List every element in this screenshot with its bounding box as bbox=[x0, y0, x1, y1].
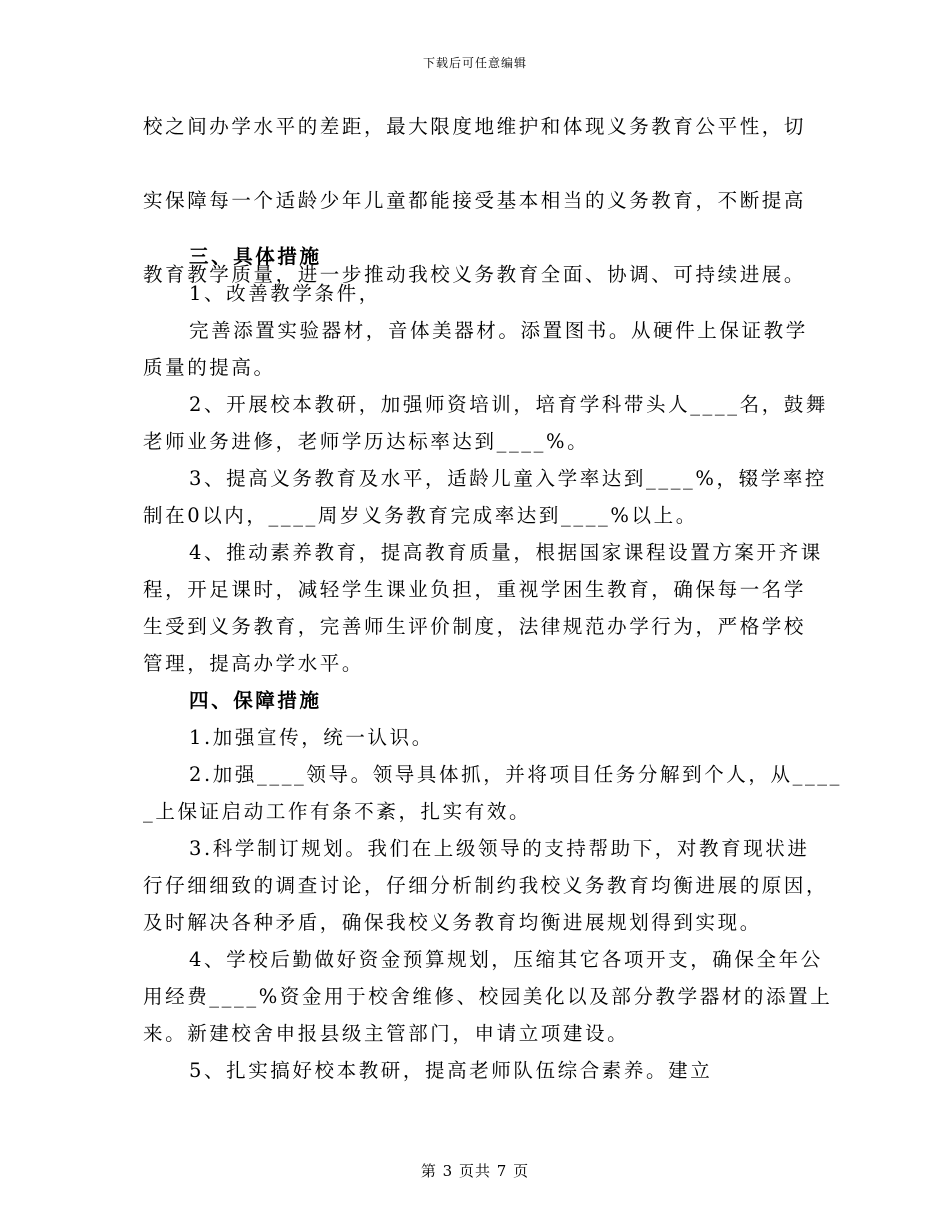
body-line: 行仔细细致的调查讨论，仔细分析制约我校义务教育均衡进展的原因， bbox=[143, 874, 829, 897]
body-line: 完善添置实验器材，音体美器材。添置图书。从硬件上保证教学 bbox=[189, 319, 808, 342]
page-footer: 第 3 页共 7 页 bbox=[420, 1162, 530, 1180]
body-line: 实保障每一个适龄少年儿童都能接受基本相当的义务教育，不断提高 bbox=[143, 189, 807, 212]
body-line: 教育教学质量，进一步推动我校义务教育全面、协调、可持续进展。 bbox=[143, 263, 807, 286]
body-line: 2、开展校本教研，加强师资培训，培育学科带头人____名，鼓舞 bbox=[189, 393, 829, 416]
body-line: 3.科学制订规划。我们在上级领导的支持帮助下，对教育现状进 bbox=[189, 837, 810, 860]
body-line: 2.加强____领导。领导具体抓，并将项目任务分解到个人，从____ bbox=[189, 763, 843, 786]
body-line: 5、扎实搞好校本教研，提高老师队伍综合素养。建立 bbox=[189, 1059, 713, 1082]
body-line: 管理，提高办学水平。 bbox=[143, 652, 365, 675]
document-body-main bbox=[143, 238, 843, 1089]
body-line: 制在0以内，____周岁义务教育完成率达到____%以上。 bbox=[143, 504, 698, 527]
body-line: 校之间办学水平的差距，最大限度地维护和体现义务教育公平性，切 bbox=[143, 115, 807, 138]
body-line: 4、推动素养教育，提高教育质量，根据国家课程设置方案开齐课 bbox=[189, 541, 823, 564]
section-heading: 三、具体措施 bbox=[189, 245, 322, 268]
body-line: 1.加强宣传，统一认识。 bbox=[189, 726, 434, 749]
body-line: 用经费____%资金用于校舍维修、校园美化以及部分教学器材的添置上 bbox=[143, 985, 833, 1008]
body-line: 生受到义务教育，完善师生评价制度，法律规范办学行为，严格学校 bbox=[143, 615, 807, 638]
body-line: _上保证启动工作有条不紊，扎实有效。 bbox=[143, 800, 532, 823]
body-line: 及时解决各种矛盾，确保我校义务教育均衡进展规划得到实现。 bbox=[143, 911, 762, 934]
body-line: 程，开足课时，减轻学生课业负担，重视学困生教育，确保每一名学 bbox=[143, 578, 807, 601]
body-line: 4、学校后勤做好资金预算规划，压缩其它各项开支，确保全年公 bbox=[189, 948, 823, 971]
body-line: 3、提高义务教育及水平，适龄儿童入学率达到____%，辍学率控 bbox=[189, 467, 828, 490]
body-line: 质量的提高。 bbox=[143, 356, 276, 379]
page-header: 下载后可任意编辑 bbox=[422, 56, 527, 70]
body-line: 老师业务进修，老师学历达标率达到____%。 bbox=[143, 430, 590, 453]
section-heading: 四、保障措施 bbox=[189, 689, 322, 712]
body-line: 1、改善教学条件， bbox=[189, 282, 381, 305]
body-line: 来。新建校舍申报县级主管部门，申请立项建设。 bbox=[143, 1022, 630, 1045]
